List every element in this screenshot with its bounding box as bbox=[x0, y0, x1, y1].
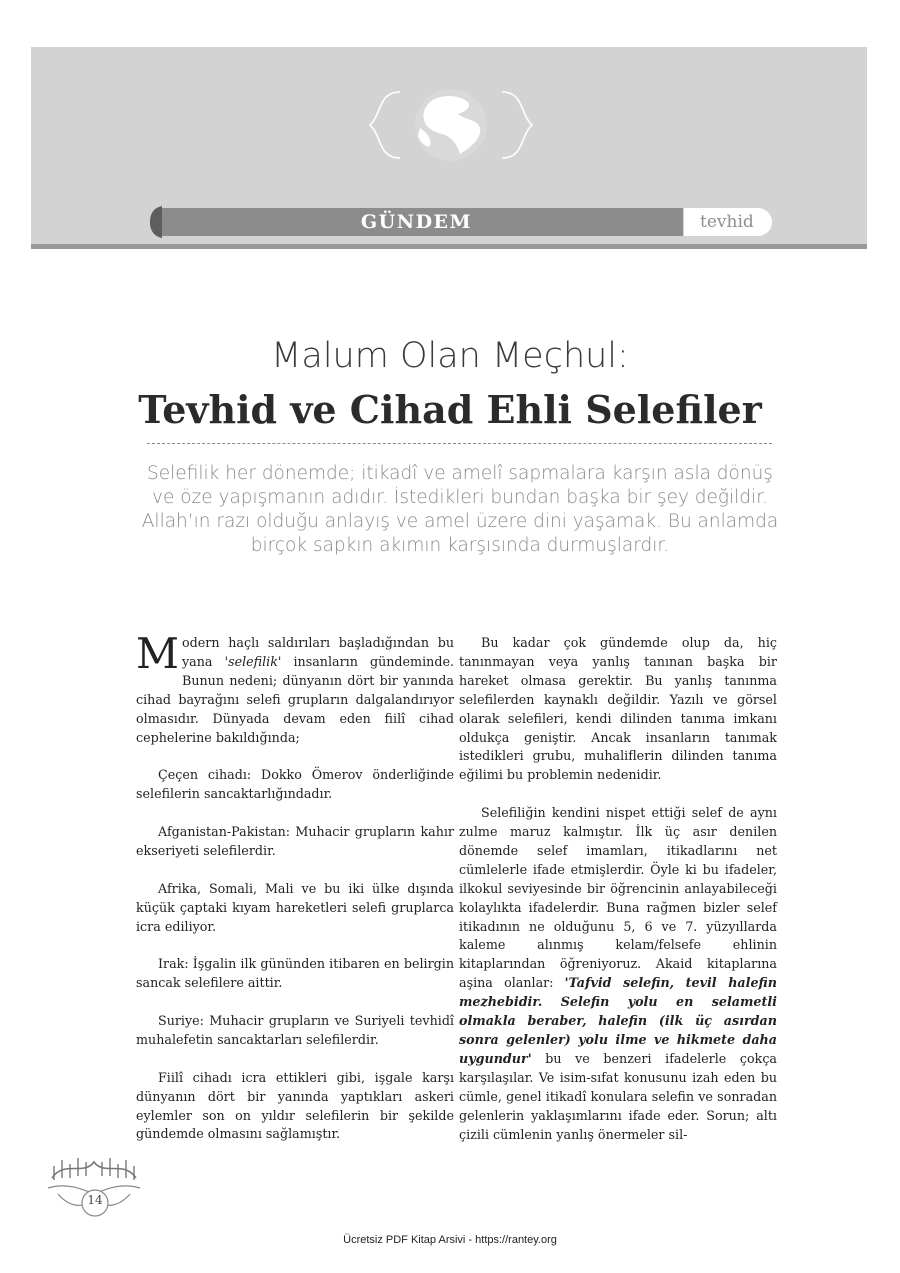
page-number: 14 bbox=[87, 1193, 103, 1207]
paragraph: Suriye: Muhacir grupların ve Suriyeli tevhidî muhalefetin sancaktarları selefilerdir. bbox=[136, 1013, 454, 1047]
paragraph-text: bu ve benzeri ifadelerle çokça karşılaşılar. Ve isim-sıfat konusunu izah eden bu cümle, genel itikadî konulara selefin ve sonradan gelenlerin yaklaşımlarını ifade eder. Sorun; altı çizili cümlenin yanlış önermeler sil- bbox=[459, 1050, 777, 1142]
article-title-line2: Tevhid ve Cihad Ehli Selefiler bbox=[138, 387, 762, 432]
paragraph: Afrika, Somali, Mali ve bu iki ülke dışında küçük çaptaki kıyam hareketleri selefi gruplarca icra ediliyor. bbox=[136, 880, 454, 934]
section-bar: GÜNDEM bbox=[150, 208, 683, 236]
left-column bbox=[136, 629, 454, 1163]
paragraph bbox=[459, 804, 777, 1144]
title-divider bbox=[147, 443, 772, 444]
header-divider bbox=[31, 244, 867, 249]
paragraph bbox=[136, 629, 454, 747]
paragraph: Çeçen cihadı: Dokko Ömerov önderliğinde selefilerin sancaktarlığındadır. bbox=[136, 767, 454, 802]
bar-end-ornament bbox=[150, 206, 162, 238]
emphasis-text: 'selefilik' bbox=[224, 653, 282, 669]
quote-text: 'Tafvid selefin, tevil halefin mezhebidir. Selefin yolu en selametli olmakla beraber, halefin (ilk üç asırdan sonra gelenler) yolu ilme ve hikmete daha uygundur' bbox=[459, 975, 777, 1066]
article-title-line1: Malum Olan Meçhul: bbox=[271, 336, 629, 376]
article-lead: Selefilik her dönemde; itikadî ve amelî sapmalara karşın asla dönüş ve öze yapışmanın adıdır. İstedikleri bundan başka bir şey değildir. Allah’ın razı olduğu anlayış ve amel üzere dini yaşamak. Bu anlamda birçok sapkın akımın karşısında durmuşlardır. bbox=[141, 463, 779, 556]
globe-ornament-icon bbox=[360, 84, 542, 166]
drop-cap: M bbox=[136, 629, 180, 678]
footer-note: Ücretsiz PDF Kitap Arsivi - https://rantey.org bbox=[343, 1234, 557, 1246]
paragraph: Fiilî cihadı icra ettikleri gibi, işgale karşı dünyanın dört bir yanında yaptıkları askeri eylemler son on yıldır selefilerin bir şekilde gündemde olmasını sağlamıştır. bbox=[136, 1069, 454, 1142]
magazine-tag: tevhid bbox=[684, 208, 772, 236]
paragraph-text: Selefiliğin kendini nispet ettiği selef de aynı zulme maruz kalmıştır. İlk üç asır denilen dönemde selef imamları, itikadlarını net cümlelerle ifade etmişlerdir. Öyle ki bu ifadeler, ilkokul seviyesinde bir öğrencinin anlayabileceği kolaylıkta ifadelerdir. Buna rağmen bizler selef itikadının ne olduğunu 5, 6 ve 7. yüzyıllarda kaleme alınmış kelam/felsefe ehlinin kitaplarından öğreniyoruz. Akaid kitaplarına aşina olanlar: bbox=[459, 805, 777, 991]
paragraph-text: insanların gündeminde. Bunun nedeni; dünyanın dört bir yanında cihad bayrağını selefi grupların dalgalandırıyor olmasıdır. Dünyada devam eden fiilî cihad cephelerine bakıldığında; bbox=[136, 653, 454, 745]
paragraph: Irak: İşgalin ilk gününden itibaren en belirgin sancak selefilere aittir. bbox=[136, 956, 454, 991]
right-column bbox=[459, 634, 777, 1163]
paragraph-text: odern haçlı saldırıları başladığından bu yana bbox=[182, 635, 454, 669]
paragraph: Bu kadar çok gündemde olup da, hiç tanınmayan veya yanlış tanınan başka bir hareket olmasa gerektir. Bu yanlış tanınma selefilerden kaynaklı değildir. Yazılı ve görsel olarak selefileri, kendi dilinden tanıma imkanı oldukça geniştir. Ancak insanların tanımak istedikleri grubu, muhaliflerin dilinden tanıma eğilimi bu problemin nedenidir. bbox=[459, 635, 777, 783]
paragraph: Afganistan-Pakistan: Muhacir grupların kahır ekseriyeti selefilerdir. bbox=[136, 824, 454, 858]
